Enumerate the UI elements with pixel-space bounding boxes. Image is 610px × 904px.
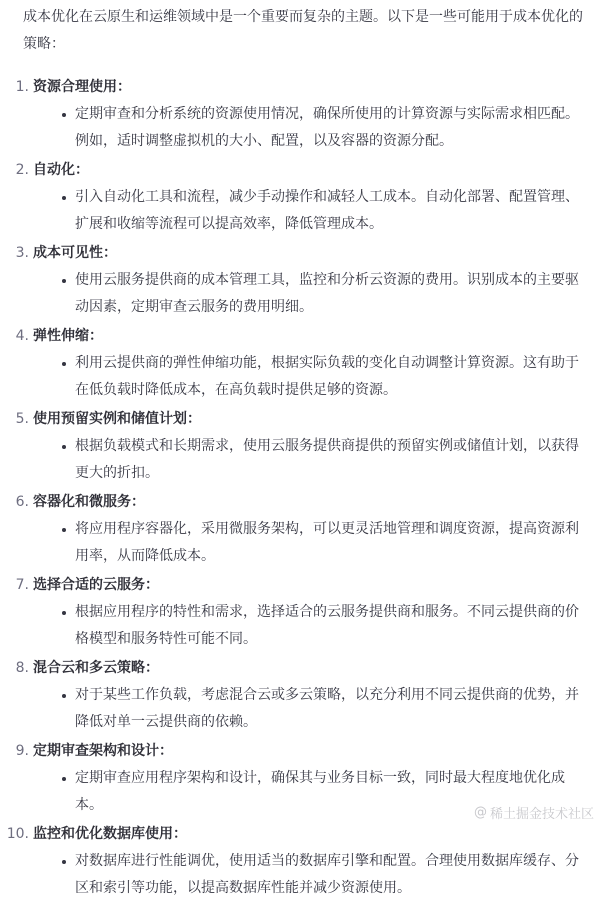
item-number: 10. [6, 826, 29, 842]
item-text: 利用云提供商的弹性伸缩功能，根据实际负载的变化自动调整计算资源。这有助于在低负载时降低成本，在高负载时提供足够的资源。 [75, 355, 579, 398]
sub-item [33, 599, 583, 653]
bullet-icon [62, 445, 66, 449]
item-number: 7. [15, 577, 29, 593]
list-item [15, 655, 583, 736]
bullet-icon [62, 279, 66, 283]
sub-item [33, 267, 583, 321]
item-title: 弹性伸缩： [33, 328, 103, 344]
sub-item [33, 350, 583, 404]
item-title: 资源合理使用： [33, 79, 131, 95]
item-title: 混合云和多云策略： [33, 660, 159, 676]
item-title: 容器化和微服务： [33, 494, 145, 510]
item-text: 定期审查应用程序架构和设计，确保其与业务目标一致，同时最大程度地优化成本。 [75, 770, 565, 813]
bullet-icon [62, 860, 66, 864]
list-item [15, 406, 583, 487]
item-text: 使用云服务提供商的成本管理工具，监控和分析云资源的费用。识别成本的主要驱动因素，定期审查云服务的费用明细。 [75, 272, 579, 315]
watermark [474, 803, 594, 822]
intro-paragraph: 成本优化在云原生和运维领域中是一个重要而复杂的主题。以下是一些可能用于成本优化的策略： [23, 9, 583, 52]
bullet-icon [62, 694, 66, 698]
list-item [15, 240, 583, 321]
sub-item [33, 682, 583, 736]
item-text: 将应用程序容器化，采用微服务架构，可以更灵活地管理和调度资源，提高资源利用率，从而降低成本。 [75, 521, 579, 564]
bullet-icon [62, 362, 66, 366]
sub-item [33, 433, 583, 487]
item-title: 定期审查架构和设计： [33, 743, 173, 759]
sub-item [33, 516, 583, 570]
item-text: 定期审查和分析系统的资源使用情况，确保所使用的计算资源与实际需求相匹配。例如，适时调整虚拟机的大小、配置，以及容器的资源分配。 [75, 106, 579, 149]
item-number: 9. [15, 743, 29, 759]
item-text: 对于某些工作负载，考虑混合云或多云策略，以充分利用不同云提供商的优势，并降低对单一云提供商的依赖。 [75, 687, 579, 730]
item-title: 选择合适的云服务： [33, 577, 159, 593]
list-item [6, 821, 583, 902]
watermark-text: 稀土掘金技术社区 [489, 807, 594, 822]
bullet-icon [62, 113, 66, 117]
strategy-list [6, 74, 583, 902]
list-item [15, 489, 583, 570]
document-body [6, 4, 583, 904]
item-title: 使用预留实例和储值计划： [33, 411, 201, 427]
bullet-icon [62, 196, 66, 200]
item-number: 8. [15, 660, 29, 676]
item-number: 1. [15, 79, 29, 95]
item-text: 根据负载模式和长期需求，使用云服务提供商提供的预留实例或储值计划，以获得更大的折扣。 [75, 438, 579, 481]
item-number: 6. [15, 494, 29, 510]
item-number: 2. [15, 162, 29, 178]
list-item [15, 572, 583, 653]
bullet-icon [62, 611, 66, 615]
bullet-icon [62, 528, 66, 532]
item-title: 自动化： [33, 162, 89, 178]
item-text: 对数据库进行性能调优，使用适当的数据库引擎和配置。合理使用数据库缓存、分区和索引等功能，以提高数据库性能并减少资源使用。 [75, 853, 579, 896]
item-title: 成本可见性： [33, 245, 117, 261]
bullet-icon [62, 777, 66, 781]
item-number: 5. [15, 411, 29, 427]
list-item [15, 74, 583, 155]
item-text: 根据应用程序的特性和需求，选择适合的云服务提供商和服务。不同云提供商的价格模型和服务特性可能不同。 [75, 604, 579, 647]
item-text: 引入自动化工具和流程，减少手动操作和减轻人工成本。自动化部署、配置管理、扩展和收缩等流程可以提高效率，降低管理成本。 [75, 189, 579, 232]
at-sign-icon: @ [473, 805, 487, 820]
sub-item [33, 101, 583, 155]
item-number: 4. [15, 328, 29, 344]
list-item [15, 323, 583, 404]
sub-item [33, 184, 583, 238]
item-number: 3. [15, 245, 29, 261]
item-title: 监控和优化数据库使用： [33, 826, 187, 842]
sub-item [33, 848, 583, 902]
list-item [15, 157, 583, 238]
